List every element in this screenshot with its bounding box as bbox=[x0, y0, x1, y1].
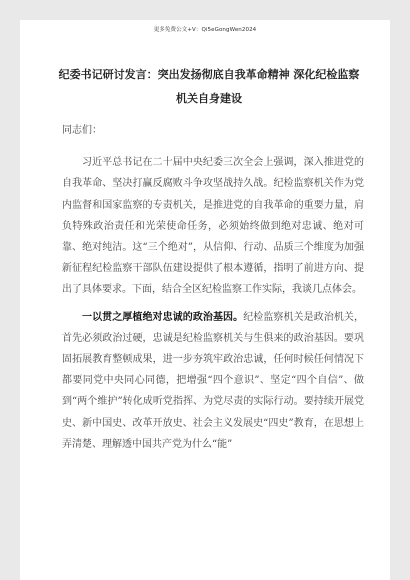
paragraph-2 bbox=[62, 307, 364, 455]
salutation: 同志们： bbox=[62, 125, 102, 136]
paragraph-2-text: 纪检监察机关是政治机关，首先必须政治过硬，忠诚是纪检监察机关与生俱来的政治基因。要巩固拓展教育整顿成果，进一步夯筑牢政治忠诚，任何时候任何情况下都要同党中央同心同德，把增强“四个意识”、坚定“四个自信”、做到“两个维护”转化成听党指挥、为党尽责的实际行动。要持续开展党史、新中国史、改革开放史、社会主义发展史“四史”教育，在思想上弄清楚、理解透中国共产党为什么“能” bbox=[62, 311, 365, 450]
document-body bbox=[62, 120, 364, 455]
paragraph-1: 习近平总书记在二十届中央纪委三次全会上强调，深入推进党的自我革命、坚决打赢反腐败斗争攻坚战持久战。纪检监察机关作为党内监督和国家监察的专责机关，是推进党的自我革命的重要力量，肩负特殊政治责任和光荣使命任务，必须始终做到绝对忠诚、绝对可靠、绝对纯洁。这“三个绝对”，从信仰、行动、品质三个维度为加强新征程纪检监察干部队伍建设提供了根本遵循，指明了前进方向、提出了具体要求。下面，结合全区纪检监察工作实际，我谈几点体会。 bbox=[62, 157, 364, 296]
header-note: 更多免费公文+V：Qi5eGongWen2024 bbox=[153, 27, 257, 33]
document-title: 纪委书记研讨发言：突出发扬彻底自我革命精神 深化纪检监察机关自身建设 bbox=[58, 68, 360, 105]
paragraph-2-lead: 一以贯之厚植绝对忠诚的政治基因。 bbox=[82, 311, 244, 323]
